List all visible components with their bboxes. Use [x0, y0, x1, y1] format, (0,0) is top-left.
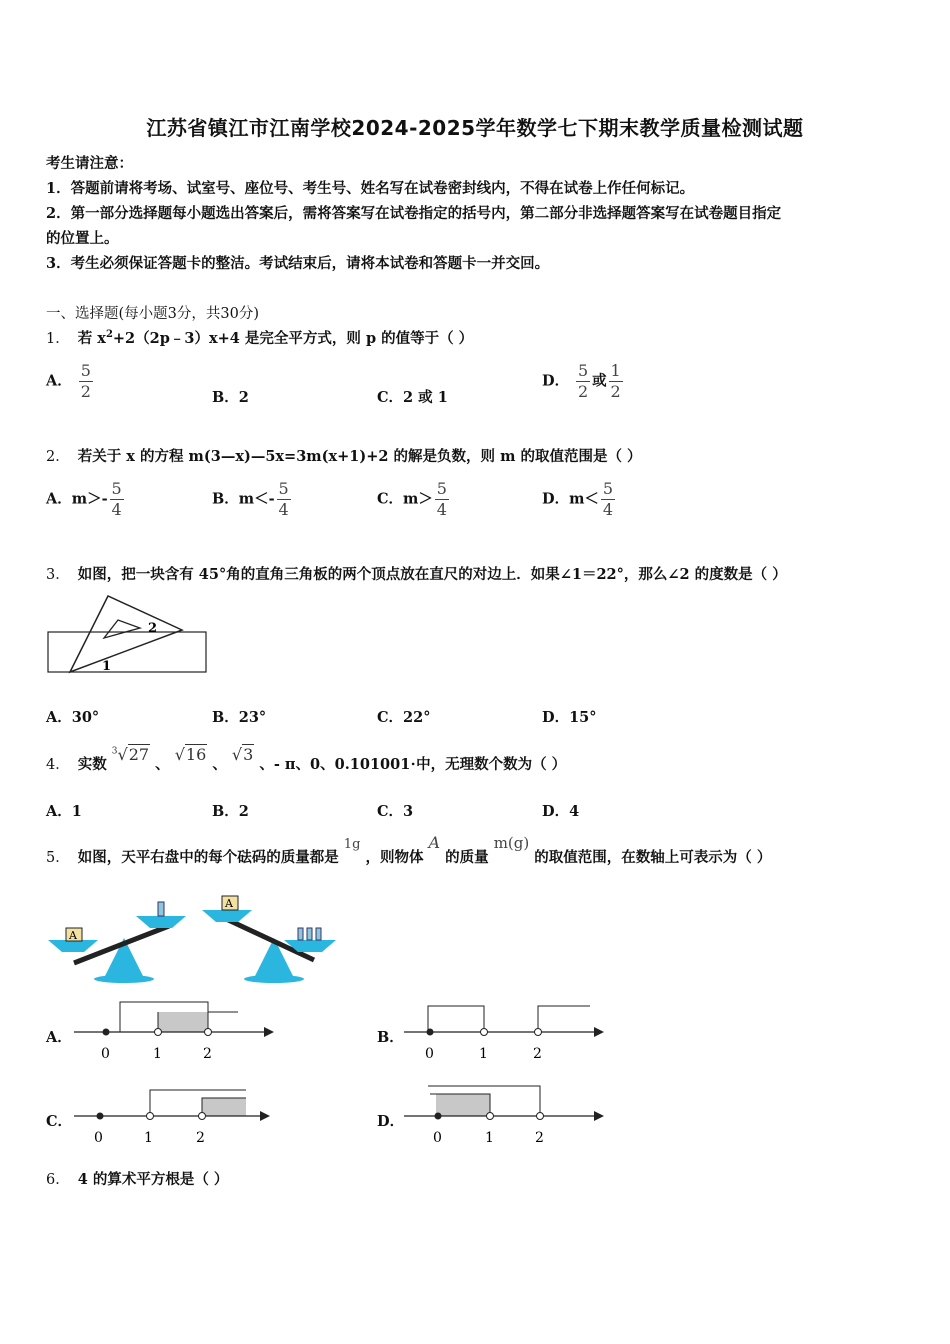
- fraction-num: 5: [278, 479, 289, 498]
- q5-b-number-line: [404, 996, 614, 1066]
- page-title: 江苏省镇江市江南学校2024-2025学年数学七下期末教学质量检测试题: [146, 116, 804, 140]
- q4-number: 4．: [46, 757, 70, 773]
- separator: 、: [155, 756, 170, 773]
- q2-a-label: A．m＞-: [46, 490, 108, 508]
- q5-a-number-line: [74, 996, 284, 1066]
- tick-2: 2: [535, 1130, 544, 1146]
- q2-option-b[interactable]: [212, 480, 293, 519]
- q4-sqrt-3: √3: [231, 745, 254, 764]
- q3-option-c[interactable]: C．22°: [377, 709, 431, 726]
- right-high-pan: [202, 910, 252, 922]
- q2-c-label: C．m＞: [377, 490, 433, 508]
- q5-unit: 1g: [343, 837, 361, 852]
- q1-text-post: +2（2p﹣3）x+4 是完全平方式，则 p 的值等于（ ）: [112, 330, 474, 347]
- shaded-range: [436, 1094, 490, 1116]
- point-1: [147, 1113, 154, 1120]
- q5-text-1: 如图，天平右盘中的每个砝码的质量都是: [77, 849, 339, 866]
- q6-text: 4 的算术平方根是（ ）: [77, 1171, 229, 1188]
- q2-d-fraction: [601, 480, 615, 519]
- tick-1: 1: [479, 1046, 488, 1062]
- ruler-shape: [48, 632, 206, 672]
- q5-text-2: ，则物体: [365, 849, 424, 866]
- point-1: [481, 1029, 488, 1036]
- question-3: [46, 563, 787, 584]
- point-0: [97, 1113, 104, 1120]
- fraction-den: 2: [610, 382, 621, 401]
- separator: 、: [212, 756, 227, 773]
- fraction-den: 4: [602, 500, 614, 519]
- radicand: 16: [185, 745, 207, 764]
- q2-d-label: D．m＜: [542, 490, 599, 508]
- q5-option-a[interactable]: A．: [46, 1029, 72, 1046]
- q2-c-fraction: [435, 480, 449, 519]
- fraction-den: 2: [578, 382, 589, 401]
- note-3: 3．考生必须保证答题卡的整洁。考试结束后，请将本试卷和答题卡一并交回。: [46, 255, 550, 272]
- right-weight-1: [298, 928, 303, 940]
- q1-d-or: 或: [592, 372, 607, 390]
- q1-option-a[interactable]: [46, 362, 95, 401]
- fraction-num: 5: [80, 361, 91, 380]
- q1-option-d[interactable]: [542, 362, 625, 401]
- shaded-range: [158, 1012, 208, 1032]
- q4-text-pre: 实数: [77, 756, 107, 773]
- tick-0: 0: [101, 1046, 110, 1062]
- radicand: 27: [128, 745, 150, 764]
- q5-mass: m(g): [493, 834, 530, 852]
- q2-text: 若关于 x 的方程 m(3—x)—5x=3m(x+1)+2 的解是负数，则 m 的取值范围是（ ）: [77, 448, 642, 465]
- point-1: [487, 1113, 494, 1120]
- note-2-cont: 的位置上。: [46, 230, 119, 247]
- right-base: [244, 975, 304, 983]
- angle-1-label: 1: [102, 659, 112, 674]
- q6-number: 6．: [46, 1172, 70, 1188]
- q5-option-d[interactable]: D．: [377, 1113, 405, 1130]
- tick-1: 1: [153, 1046, 162, 1062]
- point-0: [103, 1029, 110, 1036]
- q2-a-fraction: [110, 480, 124, 519]
- point-1: [155, 1029, 162, 1036]
- fraction-den: 4: [278, 500, 289, 519]
- q3-option-a[interactable]: A．30°: [46, 709, 100, 726]
- q2-b-fraction: [277, 480, 291, 519]
- q4-option-d[interactable]: D．4: [542, 803, 580, 820]
- q2-number: 2．: [46, 449, 70, 465]
- q4-text-post: 、- π、0、0.101001⋅中，无理数个数为（ ）: [259, 756, 567, 773]
- q4-cube-root: $^3$√27: [111, 745, 150, 764]
- triangle-outer: [70, 596, 182, 672]
- left-high-pan: [136, 916, 186, 928]
- left-balance: [48, 902, 186, 983]
- q1-sup: 2: [105, 329, 113, 341]
- q1-number: 1．: [46, 331, 70, 347]
- q5-text-4: 的取值范围，在数轴上可表示为（ ）: [534, 849, 772, 866]
- q5-text-3: 的质量: [445, 849, 489, 866]
- question-6: [46, 1168, 228, 1189]
- range-bracket-right: [538, 1006, 590, 1032]
- triangle-inner: [104, 620, 140, 638]
- q4-option-b[interactable]: B．2: [212, 803, 249, 820]
- q2-b-label: B．m＜-: [212, 490, 275, 508]
- q5-option-c[interactable]: C．: [46, 1113, 73, 1130]
- q3-number: 3．: [46, 567, 70, 583]
- tick-0: 0: [94, 1130, 103, 1146]
- q1-a-label: A．: [46, 372, 72, 390]
- left-block-a-label: A: [69, 929, 77, 942]
- q5-option-b[interactable]: B．: [377, 1029, 404, 1046]
- right-weight-3: [316, 928, 321, 940]
- shaded-range: [202, 1098, 246, 1116]
- radicand: 3: [243, 745, 254, 764]
- angle-2-label: 2: [148, 621, 158, 636]
- point-0: [427, 1029, 434, 1036]
- q4-option-a[interactable]: A．1: [46, 803, 82, 820]
- q5-number: 5．: [46, 850, 70, 866]
- fraction-num: 5: [436, 479, 447, 498]
- ruler-triangle-figure: [44, 592, 214, 678]
- tick-0: 0: [425, 1046, 434, 1062]
- right-block-a-label: A: [225, 897, 233, 910]
- q4-sqrt-16: √16: [174, 745, 207, 764]
- q1-option-b[interactable]: B．2: [212, 389, 249, 406]
- fraction-num: 5: [111, 479, 122, 498]
- q1-option-c[interactable]: C．2 或 1: [377, 389, 448, 406]
- range-bracket-left: [428, 1006, 484, 1032]
- q1-d-fraction-1: [576, 362, 590, 401]
- fraction-den: 2: [80, 382, 91, 401]
- axis-arrow: [594, 1027, 604, 1037]
- q5-object: A: [428, 833, 441, 852]
- q1-a-fraction: [79, 362, 93, 401]
- question-2: [46, 445, 642, 466]
- note-2: 2．第一部分选择题每小题选出答案后，需将答案写在试卷指定的括号内，第二部分非选择题答案写在试卷题目指定: [46, 205, 782, 222]
- note-1: 1．答题前请将考场、试室号、座位号、考生号、姓名写在试卷密封线内，不得在试卷上作任何标记。: [46, 180, 695, 197]
- fraction-num: 5: [578, 361, 589, 380]
- left-base: [94, 975, 154, 983]
- notes-heading: 考生请注意：: [46, 155, 133, 172]
- point-2: [537, 1113, 544, 1120]
- fraction-den: 4: [436, 500, 447, 519]
- question-5: [46, 832, 772, 866]
- fraction-num: 1: [610, 361, 621, 380]
- q1-d-label: D．: [542, 372, 570, 390]
- root-index: 3: [111, 746, 118, 757]
- q1-d-fraction-2: [609, 362, 623, 401]
- point-2: [535, 1029, 542, 1036]
- q3-text: 如图，把一块含有 45°角的直角三角板的两个顶点放在直尺的对边上．如果∠1＝22°，那么∠2 的度数是（ ）: [77, 566, 787, 583]
- q5-c-number-line: [74, 1080, 284, 1150]
- left-weight: [158, 902, 164, 916]
- tick-2: 2: [196, 1130, 205, 1146]
- point-2: [205, 1029, 212, 1036]
- tick-0: 0: [433, 1130, 442, 1146]
- q3-option-b[interactable]: B．23°: [212, 709, 267, 726]
- right-balance: [202, 896, 336, 983]
- q2-option-d[interactable]: [542, 480, 617, 519]
- section-heading: 一、选择题(每小题3分，共30分): [46, 306, 259, 322]
- q5-d-number-line: [404, 1080, 614, 1150]
- question-4: [46, 744, 567, 773]
- tick-2: 2: [203, 1046, 212, 1062]
- tick-1: 1: [485, 1130, 494, 1146]
- axis-arrow: [264, 1027, 274, 1037]
- fraction-den: 4: [111, 500, 122, 519]
- q2-option-a[interactable]: [46, 480, 126, 519]
- point-2: [199, 1113, 206, 1120]
- point-0: [435, 1113, 442, 1120]
- balance-scales-figure: [44, 888, 344, 984]
- fraction-num: 5: [602, 479, 614, 498]
- tick-2: 2: [533, 1046, 542, 1062]
- right-weight-2: [307, 928, 312, 940]
- q4-option-c[interactable]: C．3: [377, 803, 414, 820]
- axis-arrow: [594, 1111, 604, 1121]
- tick-1: 1: [144, 1130, 153, 1146]
- q2-option-c[interactable]: [377, 480, 451, 519]
- axis-arrow: [260, 1111, 270, 1121]
- q3-option-d[interactable]: D．15°: [542, 709, 597, 726]
- q1-text-pre: 若 x: [77, 330, 106, 347]
- question-1: [46, 327, 473, 348]
